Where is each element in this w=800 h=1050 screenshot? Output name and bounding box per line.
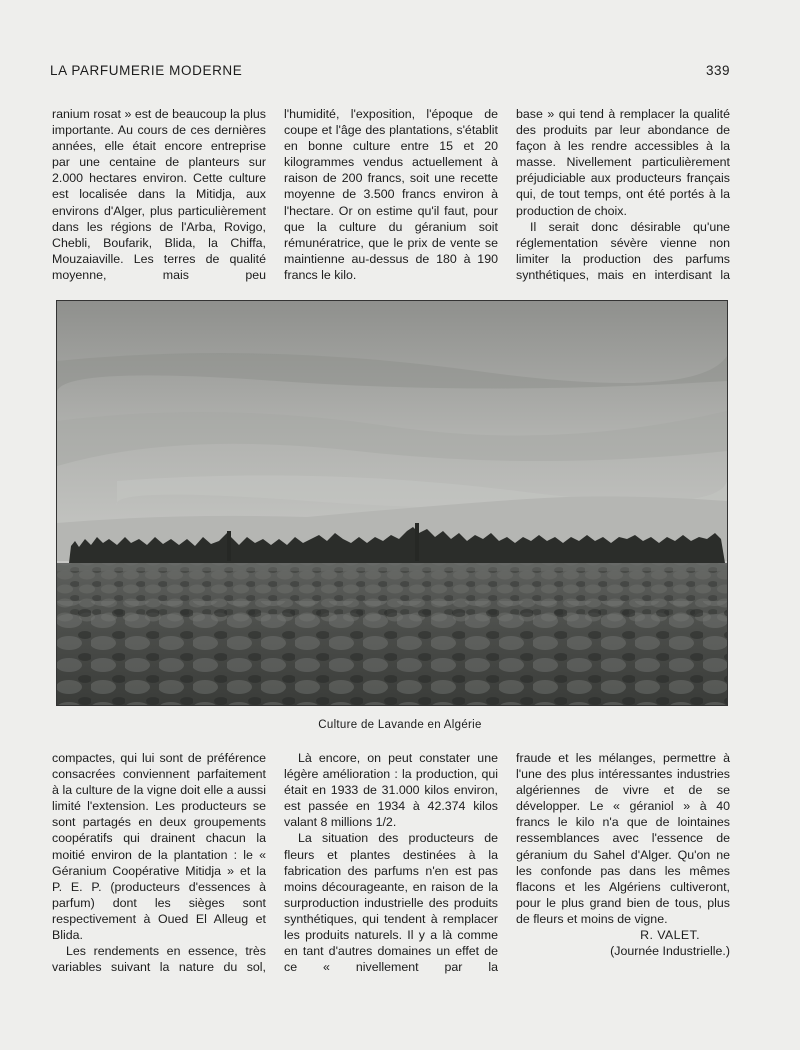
page-number: 339 xyxy=(705,63,730,78)
paragraph: La situation des producteurs de fleurs et plantes destinées à la fabrication des parfums n'en est pas moins décourageante, en raison de la surproduction industrielle des produits synthétiques, qui tendent à remplacer les produits naturels. Il y a là comme en tant d'autres domaines un effet de ce « nivellement par la xyxy=(284,831,498,975)
lavender-field-photo xyxy=(56,300,728,706)
paragraph: l'humidité, l'exposition, l'époque de coupe et l'âge des plantations, s'établit en bonne culture entre 15 et 20 kilogrammes vendus actuellement à raison de 200 francs, soit une recette moyenne de 3.500 francs environ à l'hectare. Or on estime qu'il faut, pour que la culture du géranium soit rémunératrice, que le prix de vente se maintienne au-dessus de 180 à 190 francs le kilo. xyxy=(284,107,498,282)
top-column-1 xyxy=(52,106,266,283)
author-signature: R. VALET. xyxy=(640,928,700,943)
bottom-column-1 xyxy=(52,750,266,975)
figure-caption: Culture de Lavande en Algérie xyxy=(318,719,482,731)
paragraph: compactes, qui lui sont de préférence consacrées conviennent parfaitement à la culture de la vigne doit elle a aussi limité l'extension. Les producteurs se sont partagés en deux groupements coopératifs qui drainent chacun la moitié environ de la plantation : le « Géranium Coopérative Mitidja » et la P. E. P. (producteurs d'essences à parfum) dont les sièges sont respectivement à Oued El Alleug et Blida. xyxy=(52,751,266,943)
bottom-column-3 xyxy=(516,750,730,959)
paragraph: ranium rosat » est de beaucoup la plus importante. Au cours de ces dernières années, elle était encore entreprise par une centaine de planteurs sur 2.000 hectares environ. Cette culture est localisée dans la Mitidja, aux environs d'Alger, plus particulièrement dans les régions de l'Arba, Rovigo, Chebli, Boufarik, Blida, la Chiffa, Mouzaiaville. Les terres de qualité moyenne, mais peu xyxy=(52,107,266,282)
paragraph: fraude et les mélanges, permettre à l'une des plus intéressantes industries algériennes de vivre et de se développer. Le « géraniol » à 40 francs le kilo n'a que de lointaines ressemblances avec l'essence de géranium du Sahel d'Alger. Qu'on ne les confonde pas dans les mêmes flacons et les Algériens cultiveront, pour le plus grand bien de tous, plus de fleurs et moins de vigne. xyxy=(516,751,730,926)
top-column-2 xyxy=(284,106,498,283)
paragraph: Il serait donc désirable qu'une réglementation sévère vienne non limiter la production des parfums synthétiques, mais en interdisant la xyxy=(516,219,730,282)
landscape-illustration xyxy=(57,301,727,705)
bottom-column-2 xyxy=(284,750,498,975)
running-header xyxy=(50,63,730,78)
paragraph: Là encore, on peut constater une légère amélioration : la production, qui était en 1933 de 31.000 kilos environ, est passée en 1934 à 42.374 kilos valant 8 millions 1/2. xyxy=(284,751,498,830)
journal-title: LA PARFUMERIE MODERNE xyxy=(50,63,243,78)
source-citation: (Journée Industrielle.) xyxy=(610,944,730,959)
paragraph: base » qui tend à remplacer la qualité des produits par leur abondance de façon à les rendre accessibles à la masse. Nivellement particulièrement préjudiciable aux producteurs français qui, de tout temps, ont été portés à la production de choix. xyxy=(516,107,730,218)
paragraph: Les rendements en essence, très variables suivant la nature du sol, xyxy=(52,944,266,975)
top-column-3 xyxy=(516,106,730,283)
